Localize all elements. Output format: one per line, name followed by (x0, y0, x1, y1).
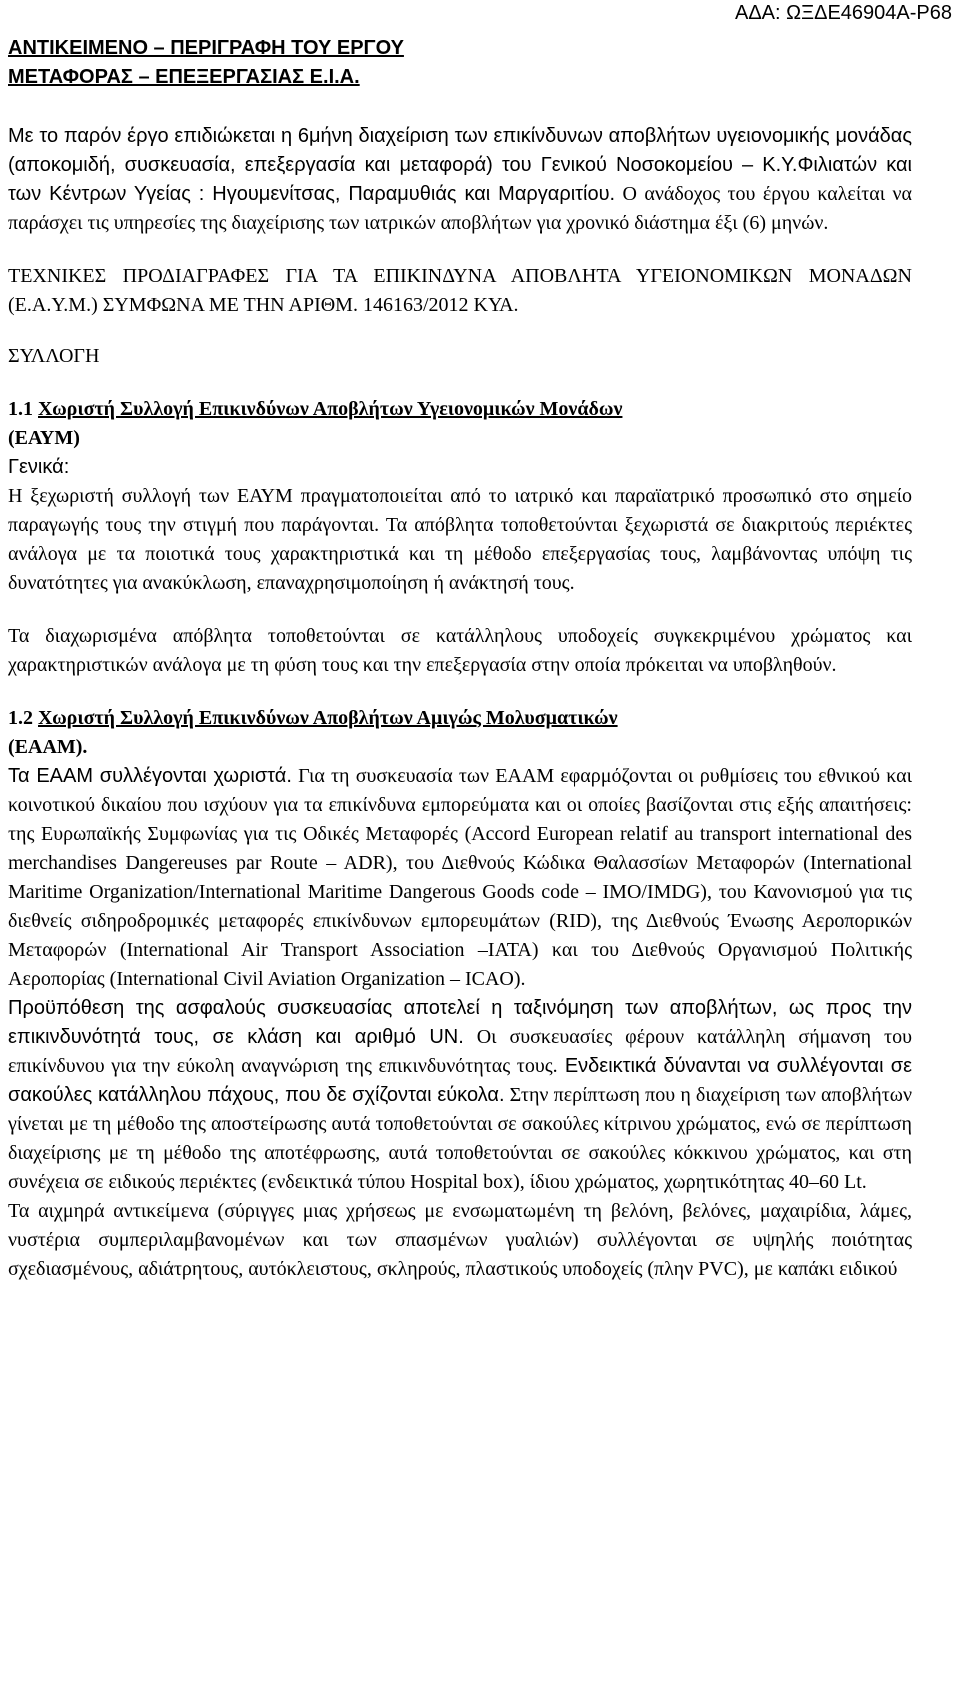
section-1-2-title: Χωριστή Συλλογή Επικινδύνων Αποβλήτων Αμιγώς Μολυσματικών (38, 707, 618, 729)
section-1-1-paragraph-2: Τα διαχωρισμένα απόβλητα τοποθετούνται σε κατάλληλους υποδοχείς συγκεκριμένου χρώματος και χαρακτηριστικών ανάλογα με τη φύση τους και την επεξεργασία στην οποία πρόκειται να υποβληθούν. (8, 625, 912, 676)
collection-heading-text: ΣΥΛΛΟΓΗ (8, 345, 100, 367)
section-1-2-p1-rest: Για τη συσκευασία των ΕΑΑΜ εφαρμόζονται οι ρυθμίσεις του εθνικού και κοινοτικού δικαίου που ισχύουν για τα επικίνδυνα εμπορεύματα και οι οποίες βασίζονται στις εξής απαιτήσεις: της Ευρωπαϊκής Συμφωνίας για τις Οδικές Μεταφορές (Accord European relatif au transport international des merchandises Dangereuses par Route – ADR), του Διεθνούς Κώδικα Θαλασσίων Μεταφορών (International Maritime Organization/International Maritime Dangerous Goods code – IMO/IMDG), του Κανονισμού για τις διεθνείς σιδηροδρομικές μεταφορές επικίνδυνων εμπορευμάτων (RID), της Διεθνούς Ένωσης Αεροπορικών Μεταφορών (International Air Transport Association –IATA) και του Διεθνούς Οργανισμού Πολιτικής Αεροπορίας (International Civil Aviation Organization – ICAO). (8, 765, 912, 990)
section-1-1-paragraph-1 (8, 482, 912, 598)
intro-part-2: Ο ανάδοχος του έργου καλείται να παράσχει τις υπηρεσίες της διαχείρισης των ιατρικών αποβλήτων για χρονικό διάστημα έξι (6) μηνών. (8, 183, 913, 234)
specs-heading-text: ΤΕΧΝΙΚΕΣ ΠΡΟΔΙΑΓΡΑΦΕΣ ΓΙΑ ΤΑ ΕΠΙΚΙΝΔΥΝΑ ΑΠΟΒΛΗΤΑ ΥΓΕΙΟΝΟΜΙΚΩΝ ΜΟΝΑΔΩΝ (Ε.Α.Υ.Μ.) ΣΥΜΦΩΝΑ ΜΕ ΤΗΝ ΑΡΙΘΜ. 146163/2012 ΚΥΑ. (8, 265, 912, 316)
section-1-2-title-cont: (ΕΑΑΜ). (8, 736, 88, 758)
title-line-2: ΜΕΤΑΦΟΡΑΣ – ΕΠΕΞΕΡΓΑΣΙΑΣ Ε.Ι.Α. (8, 66, 360, 88)
section-1-2-p2-sans2: Ενδεικτικά δύνανται να συλλέγονται σε σακούλες κατάλληλου πάχους, που δε σχίζονται εύκολα. (8, 1055, 912, 1106)
section-1-2-p1-sans: Τα ΕΑΑΜ συλλέγονται χωριστά. (8, 765, 292, 787)
specs-heading (8, 262, 912, 320)
section-1-2-paragraph-2 (8, 994, 912, 1197)
section-1-1-title-cont: (ΕΑΥΜ) (8, 427, 80, 449)
ada-code: ΑΔΑ: ΩΞΔΕ46904Α-Ρ68 (734, 2, 952, 24)
general-label: Γενικά: (8, 456, 70, 478)
intro-part-1: Με το παρόν έργο επιδιώκεται η 6μήνη διαχείριση των επικίνδυνων αποβλήτων υγειονομικής μονάδας (αποκομιδή, συσκευασία, επεξεργασία και μεταφορά) του Γενικού Νοσοκομείου – Κ.Υ.Φιλιατών και των Κέντρων Υγείας : Ηγουμενίτσας, Παραμυθιάς και Μαργαριτίου. (8, 125, 912, 205)
intro-paragraph (8, 122, 912, 238)
collection-heading (8, 342, 912, 371)
title-line-1: ΑΝΤΙΚΕΙΜΕΝΟ – ΠΕΡΙΓΡΑΦΗ ΤΟΥ ΕΡΓΟΥ (8, 37, 404, 59)
section-1-1-p1-part1: Η ξεχωριστή συλλογή των ΕΑΥΜ πραγματοποιείται από το ιατρικό και παραϊατρικό προσωπικό στο σημείο παραγωγής τους την στιγμή που παράγονται. (8, 485, 912, 536)
section-1-2-heading (8, 704, 912, 762)
section-1-1-p1-part2: Τα απόβλητα τοποθετούνται ξεχωριστά σε διακριτούς περιέκτες ανάλογα με τα ποιοτικά τους χαρακτηριστικά και τη μέθοδο επεξεργασίας τους, λαμβάνοντας υπόψη τις δυνατότητες για ανακύκλωση, επαναχρησιμοποίηση ή ανάκτησή τους. (8, 514, 912, 594)
section-1-2-paragraph-3: Τα αιχμηρά αντικείμενα (σύριγγες μιας χρήσεως με ενσωματωμένη τη βελόνη, βελόνες, μαχαιρίδια, λάμες, νυστέρια συμπεριλαμβανομένων και των σπασμένων γυαλιών) συλλέγονται σε υψηλής ποιότητας σχεδιασμένους, αδιάτρητους, αυτόκλειστους, σκληρούς, πλαστικούς υποδοχείς (πλην PVC), με καπάκι ειδικού (8, 1200, 912, 1280)
section-1-2-number: 1.2 (8, 707, 38, 729)
section-1-2-p2-sans: Προϋπόθεση της ασφαλούς συσκευασίας αποτελεί η ταξινόμηση των αποβλήτων, ως προς την επικινδυνότητά τους, σε κλάση και αριθμό UN. (8, 997, 912, 1048)
section-1-1-number: 1.1 (8, 398, 38, 420)
document-title (8, 34, 912, 92)
section-1-2-p2-mid: Οι συσκευασίες φέρουν κατάλληλη σήμανση του επικίνδυνου για την εύκολη αναγνώριση της επικινδυνότητας τους. (8, 1026, 912, 1077)
document-body (8, 34, 912, 1284)
section-1-1-title: Χωριστή Συλλογή Επικινδύνων Αποβλήτων Υγειονομικών Μονάδων (38, 398, 623, 420)
section-1-2-paragraph-1 (8, 762, 912, 994)
section-1-2-p2-rest: Στην περίπτωση που η διαχείριση των αποβλήτων γίνεται με τη μέθοδο της αποστείρωσης αυτά τοποθετούνται σε σακούλες κίτρινου χρώματος, ενώ σε περίπτωση διαχείρισης με τη μέθοδο της αποτέφρωσης, αυτά τοποθετούνται σε σακούλες κόκκινου χρώματος, και στη συνέχεια σε ειδικούς περιέκτες (ενδεικτικά τύπου Hospital box), ίδιου χρώματος, χωρητικότητας 40–60 Lt. (8, 1084, 912, 1193)
section-1-1-heading (8, 395, 912, 453)
